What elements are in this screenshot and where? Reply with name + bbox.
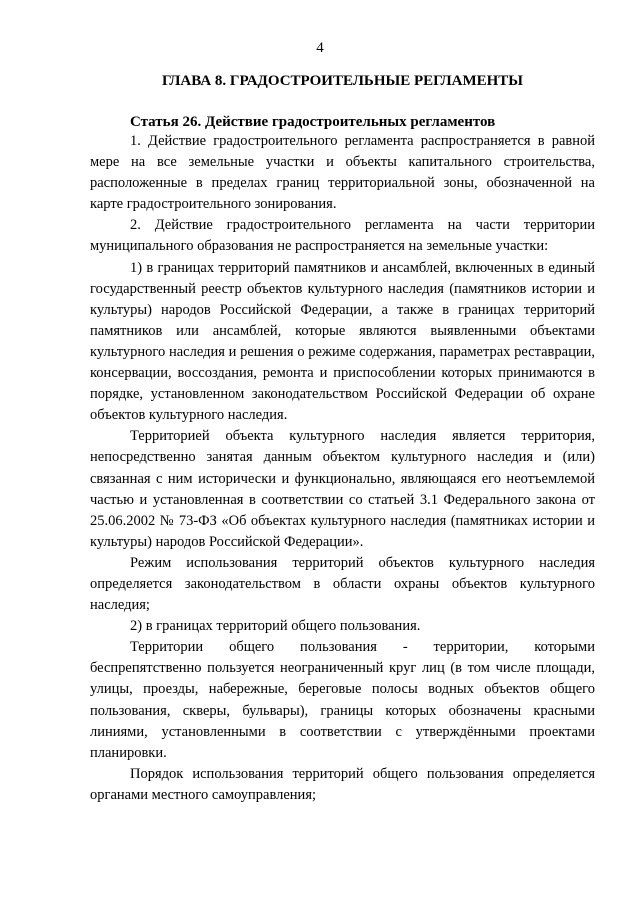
article-body	[90, 131, 595, 806]
paragraph-6: 2) в границах территорий общего пользования.	[130, 618, 421, 635]
paragraph-5: Режим использования территорий объектов культурного наследия определяется законодательством в области охраны объектов культурного наследия;	[90, 554, 595, 614]
chapter-title: ГЛАВА 8. ГРАДОСТРОИТЕЛЬНЫЕ РЕГЛАМЕНТЫ	[161, 73, 524, 89]
paragraph-8: Порядок использования территорий общего пользования определяется органами местного самоуправления;	[90, 765, 595, 803]
paragraph-7: Территории общего пользования - территории, которыми беспрепятственно пользуется неограниченный круг лиц (в том числе площади, улицы, проезды, набережные, береговые полосы водных объектов общего пользования, скверы, бульвары), границы которых обозначены красными линиями, установленными в соответствии с утверждёнными проектами планировки.	[90, 639, 595, 761]
paragraph-2: 2. Действие градостроительного регламента на части территории муниципального образования не распространяется на земельные участки:	[90, 217, 595, 255]
page-number: 4	[316, 40, 324, 56]
article-title: Статья 26. Действие градостроительных регламентов	[130, 114, 496, 130]
paragraph-4: Территорией объекта культурного наследия является территория, непосредственно занятая данным объектом культурного наследия и (или) связанная с ним исторически и функционально, являющаяся его неотъемлемой частью и установленная в соответствии со статьей 3.1 Федерального закона от 25.06.2002 № 73-ФЗ «Об объектах культурного наследия (памятниках истории и культуры) народов Российской Федерации».	[90, 428, 595, 550]
paragraph-3: 1) в границах территорий памятников и ансамблей, включенных в единый государственный реестр объектов культурного наследия (памятников истории и культуры) народов Российской Федерации, а также в границах территорий памятников или ансамблей, которые являются выявленными объектами культурного наследия и решения о режиме содержания, параметрах реставрации, консервации, воссоздания, ремонта и приспособлении которых принимаются в порядке, установленном законодательством Российской Федерации об охране объектов культурного наследия.	[90, 259, 595, 424]
paragraph-1: 1. Действие градостроительного регламента распространяется в равной мере на все земельные участки и объекты капитального строительства, расположенные в пределах границ территориальной зоны, обозначенной на карте градостроительного зонирования.	[90, 133, 595, 213]
